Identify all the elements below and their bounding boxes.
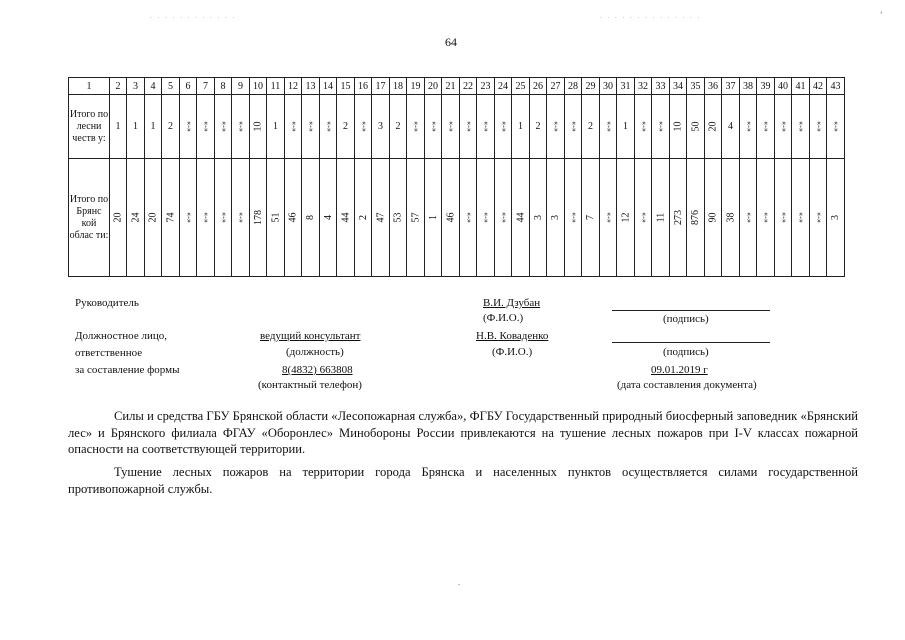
forestry-cell-col-7: «-»	[197, 95, 215, 159]
head-label: Руководитель	[75, 297, 139, 309]
header-col-9: 9	[232, 78, 250, 95]
header-col-35: 35	[687, 78, 705, 95]
region-cell-col-41: «-»	[792, 159, 810, 277]
forestry-cell-col-19: «-»	[407, 95, 425, 159]
scan-mark: ‘	[880, 10, 883, 19]
header-col-39: 39	[757, 78, 775, 95]
region-cell-col-31: 12	[617, 159, 635, 277]
header-col-38: 38	[740, 78, 757, 95]
header-col-8: 8	[215, 78, 232, 95]
table-row-forestry-totals	[69, 95, 845, 159]
forestry-cell-col-6: «-»	[180, 95, 197, 159]
region-cell-col-2: 20	[110, 159, 127, 277]
header-col-31: 31	[617, 78, 635, 95]
region-cell-col-24: «-»	[495, 159, 512, 277]
region-cell-col-25: 44	[512, 159, 530, 277]
forestry-cell-col-17: 3	[372, 95, 390, 159]
forestry-cell-col-39: «-»	[757, 95, 775, 159]
region-cell-col-34: 273	[670, 159, 687, 277]
region-cell-col-23: «-»	[477, 159, 495, 277]
header-col-40: 40	[775, 78, 792, 95]
official-sign-caption: (подпись)	[663, 346, 709, 358]
head-sign-caption: (подпись)	[663, 313, 709, 325]
header-col-2: 2	[110, 78, 127, 95]
header-col-30: 30	[600, 78, 617, 95]
region-cell-col-29: 7	[582, 159, 600, 277]
date-value: 09.01.2019 г	[651, 364, 708, 376]
forestry-cell-col-11: 1	[267, 95, 285, 159]
head-signature-line	[612, 310, 770, 311]
region-cell-col-37: 38	[722, 159, 740, 277]
forestry-cell-col-14: «-»	[320, 95, 337, 159]
region-cell-col-42: «-»	[810, 159, 827, 277]
region-cell-col-12: 46	[285, 159, 302, 277]
region-cell-col-40: «-»	[775, 159, 792, 277]
forestry-cell-col-40: «-»	[775, 95, 792, 159]
row-label-region: Итого по Брянс кой облас ти:	[69, 159, 110, 277]
header-col-37: 37	[722, 78, 740, 95]
header-col-10: 10	[250, 78, 267, 95]
region-cell-col-30: «-»	[600, 159, 617, 277]
region-cell-col-13: 8	[302, 159, 320, 277]
row-label-forestry: Итого по лесни честв у:	[69, 95, 110, 159]
phone-caption: (контактный телефон)	[258, 379, 362, 391]
region-cell-col-11: 51	[267, 159, 285, 277]
header-col-42: 42	[810, 78, 827, 95]
forestry-cell-col-42: «-»	[810, 95, 827, 159]
forestry-cell-col-18: 2	[390, 95, 407, 159]
region-cell-col-5: 74	[162, 159, 180, 277]
forestry-cell-col-33: «-»	[652, 95, 670, 159]
forestry-cell-col-41: «-»	[792, 95, 810, 159]
header-col-4: 4	[145, 78, 162, 95]
region-cell-col-14: 4	[320, 159, 337, 277]
header-col-7: 7	[197, 78, 215, 95]
header-col-34: 34	[670, 78, 687, 95]
header-col-12: 12	[285, 78, 302, 95]
header-col-32: 32	[635, 78, 652, 95]
forestry-cell-col-5: 2	[162, 95, 180, 159]
official-label-1: Должностное лицо,	[75, 330, 167, 342]
region-cell-col-27: 3	[547, 159, 565, 277]
forestry-cell-col-30: «-»	[600, 95, 617, 159]
header-col-28: 28	[565, 78, 582, 95]
header-col-27: 27	[547, 78, 565, 95]
forestry-cell-col-20: «-»	[425, 95, 442, 159]
region-cell-col-39: «-»	[757, 159, 775, 277]
forestry-cell-col-31: 1	[617, 95, 635, 159]
region-cell-col-19: 57	[407, 159, 425, 277]
header-col-1: 1	[69, 78, 110, 95]
forestry-cell-col-28: «-»	[565, 95, 582, 159]
region-cell-col-16: 2	[355, 159, 372, 277]
official-name: Н.В. Коваденко	[476, 330, 549, 342]
forestry-cell-col-38: «-»	[740, 95, 757, 159]
forestry-cell-col-3: 1	[127, 95, 145, 159]
forestry-cell-col-32: «-»	[635, 95, 652, 159]
region-cell-col-20: 1	[425, 159, 442, 277]
header-col-33: 33	[652, 78, 670, 95]
scan-dot: .	[458, 578, 460, 587]
date-caption: (дата составления документа)	[617, 379, 757, 391]
paragraph-forces: Силы и средства ГБУ Брянской области «Лесопожарная служба», ФГБУ Государственный природный биосферный заповедник «Брянский лес» и Брянского филиала ФГАУ «Оборонлес» Минобороны России привлекаются на тушение лесных пожаров при I-V классах пожарной опасности на соответствующей территории.	[68, 409, 858, 456]
header-col-19: 19	[407, 78, 425, 95]
forestry-cell-col-15: 2	[337, 95, 355, 159]
region-cell-col-22: «-»	[460, 159, 477, 277]
region-cell-col-10: 178	[250, 159, 267, 277]
forestry-cell-col-26: 2	[530, 95, 547, 159]
header-col-5: 5	[162, 78, 180, 95]
forestry-cell-col-21: «-»	[442, 95, 460, 159]
position-caption: (должность)	[286, 346, 344, 358]
forestry-cell-col-13: «-»	[302, 95, 320, 159]
forestry-cell-col-25: 1	[512, 95, 530, 159]
region-cell-col-32: «-»	[635, 159, 652, 277]
forestry-cell-col-2: 1	[110, 95, 127, 159]
official-signature-line	[612, 342, 770, 343]
region-cell-col-8: «-»	[215, 159, 232, 277]
region-cell-col-28: «-»	[565, 159, 582, 277]
forestry-cell-col-23: «-»	[477, 95, 495, 159]
forestry-cell-col-35: 50	[687, 95, 705, 159]
position-value: ведущий консультант	[260, 330, 361, 342]
forestry-cell-col-34: 10	[670, 95, 687, 159]
region-cell-col-9: «-»	[232, 159, 250, 277]
region-cell-col-33: 11	[652, 159, 670, 277]
forestry-cell-col-16: «-»	[355, 95, 372, 159]
forest-fire-table	[68, 77, 845, 277]
header-col-29: 29	[582, 78, 600, 95]
header-col-16: 16	[355, 78, 372, 95]
header-col-41: 41	[792, 78, 810, 95]
header-col-6: 6	[180, 78, 197, 95]
region-cell-col-4: 20	[145, 159, 162, 277]
forestry-cell-col-36: 20	[705, 95, 722, 159]
forestry-cell-col-27: «-»	[547, 95, 565, 159]
header-col-22: 22	[460, 78, 477, 95]
header-col-17: 17	[372, 78, 390, 95]
header-col-23: 23	[477, 78, 495, 95]
forestry-cell-col-9: «-»	[232, 95, 250, 159]
official-label-2: ответственное	[75, 347, 143, 359]
header-col-3: 3	[127, 78, 145, 95]
header-col-11: 11	[267, 78, 285, 95]
header-col-14: 14	[320, 78, 337, 95]
region-cell-col-15: 44	[337, 159, 355, 277]
phone-value: 8(4832) 663808	[282, 364, 353, 376]
scan-dots-left: . . . . . . . . . . . .	[150, 12, 237, 20]
official-label-3: за составление формы	[75, 364, 180, 376]
forestry-cell-col-22: «-»	[460, 95, 477, 159]
region-cell-col-6: «-»	[180, 159, 197, 277]
scan-dots-right: . . . . . . . . . . . . . .	[600, 12, 702, 20]
region-cell-col-3: 24	[127, 159, 145, 277]
header-col-20: 20	[425, 78, 442, 95]
header-col-25: 25	[512, 78, 530, 95]
official-fio-caption: (Ф.И.О.)	[492, 346, 533, 358]
forestry-cell-col-8: «-»	[215, 95, 232, 159]
forestry-cell-col-4: 1	[145, 95, 162, 159]
forestry-cell-col-24: «-»	[495, 95, 512, 159]
region-cell-col-26: 3	[530, 159, 547, 277]
header-col-43: 43	[827, 78, 845, 95]
head-name: В.И. Дзубан	[483, 297, 541, 309]
region-cell-col-18: 53	[390, 159, 407, 277]
forestry-cell-col-43: «-»	[827, 95, 845, 159]
region-cell-col-36: 90	[705, 159, 722, 277]
header-col-24: 24	[495, 78, 512, 95]
table-header-row	[69, 78, 845, 95]
table-row-region-totals	[69, 159, 845, 277]
header-col-21: 21	[442, 78, 460, 95]
region-cell-col-43: 3	[827, 159, 845, 277]
forestry-cell-col-37: 4	[722, 95, 740, 159]
region-cell-col-17: 47	[372, 159, 390, 277]
forestry-cell-col-10: 10	[250, 95, 267, 159]
forestry-cell-col-29: 2	[582, 95, 600, 159]
header-col-36: 36	[705, 78, 722, 95]
paragraph-extinguishing: Тушение лесных пожаров на территории города Брянска и населенных пунктов осуществляется силами государственной противопожарной службы.	[68, 465, 858, 496]
region-cell-col-7: «-»	[197, 159, 215, 277]
region-cell-col-21: 46	[442, 159, 460, 277]
head-fio-caption: (Ф.И.О.)	[483, 312, 524, 324]
region-cell-col-35: 876	[687, 159, 705, 277]
header-col-15: 15	[337, 78, 355, 95]
header-col-26: 26	[530, 78, 547, 95]
region-cell-col-38: «-»	[740, 159, 757, 277]
header-col-13: 13	[302, 78, 320, 95]
forestry-cell-col-12: «-»	[285, 95, 302, 159]
header-col-18: 18	[390, 78, 407, 95]
page-number: 64	[445, 35, 457, 49]
